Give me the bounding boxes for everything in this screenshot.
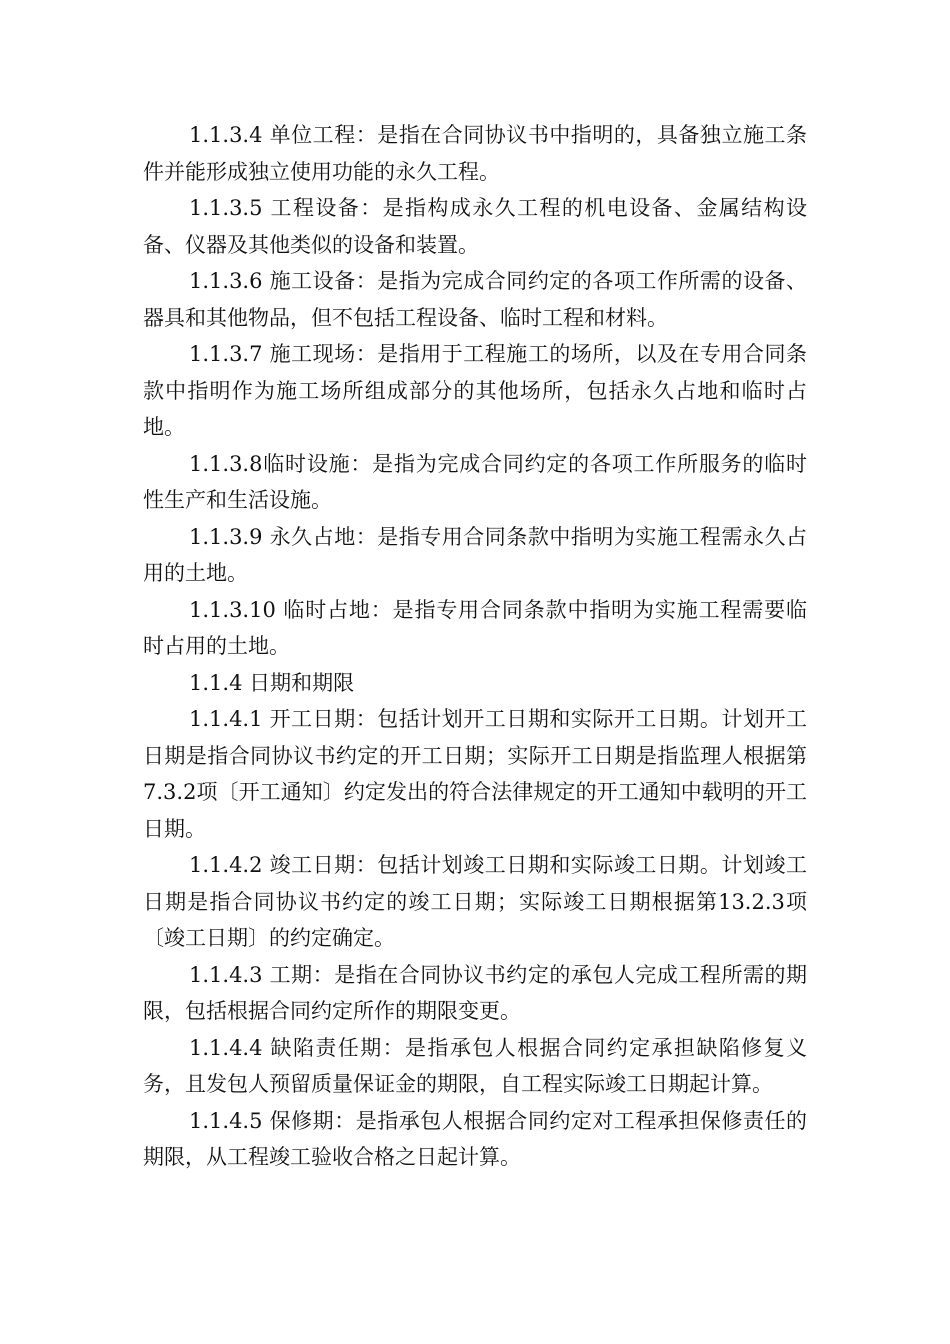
- clause-1-1-3-6: 1.1.3.6 施工设备：是指为完成合同约定的各项工作所需的设备、器具和其他物品，但不包括工程设备、临时工程和材料。: [143, 269, 807, 330]
- clause-1-1-3-9: 1.1.3.9 永久占地：是指专用合同条款中指明为实施工程需永久占用的土地。: [143, 524, 807, 585]
- clause-1-1-3-7: 1.1.3.7 施工现场：是指用于工程施工的场所，以及在专用合同条款中指明作为施工场所组成部分的其他场所，包括永久占地和临时占地。: [143, 342, 807, 439]
- document-body: [143, 117, 807, 1176]
- clause-1-1-3-5: 1.1.3.5 工程设备：是指构成永久工程的机电设备、金属结构设备、仪器及其他类似的设备和装置。: [143, 196, 807, 257]
- clause-1-1-4-2: 1.1.4.2 竣工日期：包括计划竣工日期和实际竣工日期。计划竣工日期是指合同协议书约定的竣工日期；实际竣工日期根据第13.2.3项〔竣工日期〕的约定确定。: [143, 853, 807, 950]
- clause-1-1-3-10: 1.1.3.10 临时占地：是指专用合同条款中指明为实施工程需要临时占用的土地。: [143, 597, 807, 658]
- clause-1-1-4-3: 1.1.4.3 工期：是指在合同协议书约定的承包人完成工程所需的期限，包括根据合同约定所作的期限变更。: [143, 962, 807, 1023]
- clause-1-1-3-4: 1.1.3.4 单位工程：是指在合同协议书中指明的，具备独立施工条件并能形成独立使用功能的永久工程。: [143, 123, 807, 184]
- clause-1-1-4-5: 1.1.4.5 保修期：是指承包人根据合同约定对工程承担保修责任的期限，从工程竣工验收合格之日起计算。: [143, 1108, 807, 1169]
- clause-1-1-3-8: 1.1.3.8临时设施：是指为完成合同约定的各项工作所服务的临时性生产和生活设施。: [143, 451, 807, 512]
- section-heading-1-1-4: 1.1.4 日期和期限: [189, 670, 355, 695]
- clause-1-1-4-1: 1.1.4.1 开工日期：包括计划开工日期和实际开工日期。计划开工日期是指合同协议书约定的开工日期；实际开工日期是指监理人根据第7.3.2项〔开工通知〕约定发出的符合法律规定的开工通知中载明的开工日期。: [143, 707, 807, 841]
- clause-1-1-4-4: 1.1.4.4 缺陷责任期：是指承包人根据合同约定承担缺陷修复义务，且发包人预留质量保证金的期限，自工程实际竣工日期起计算。: [143, 1035, 807, 1096]
